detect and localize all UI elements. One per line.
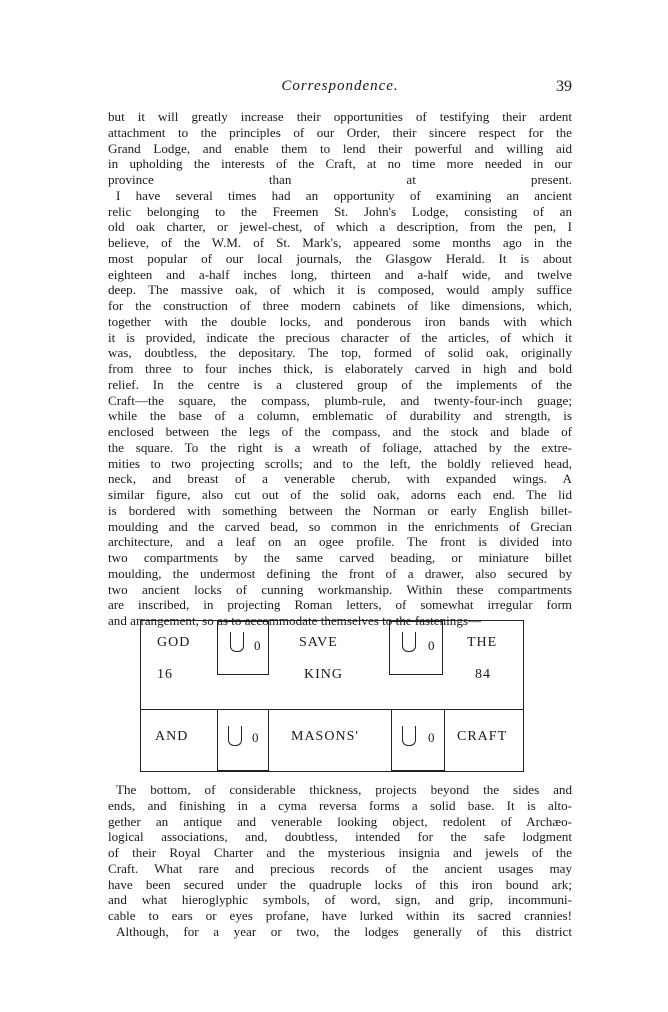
lock-mark: 0 — [254, 638, 261, 653]
text-line: the square. To the right is a wreath of foliage, attached by the extre- — [108, 439, 572, 455]
inscription-word: SAVE — [299, 635, 338, 650]
text-line: relief. In the centre is a clustered group of the implements of the — [108, 376, 572, 392]
text-line: similar figure, also cut out of the solid oak, adorns each end. The lid — [108, 487, 572, 502]
text-line: neck, and breast of a venerable cherub, with expanded wings. A — [108, 471, 572, 487]
inscription-word: CRAFT — [457, 729, 508, 744]
keyhole-icon — [402, 726, 416, 746]
text-line: was, doubtless, the depositary. The top, formed of solid oak, originally — [108, 345, 572, 361]
keyhole-icon — [228, 726, 242, 746]
text-line: and what hieroglyphic symbols, of word, sign, and grip, incommuni- — [108, 892, 572, 908]
text-line: old oak charter, or jewel-chest, of which a description, from the pen, I — [108, 219, 572, 235]
page-number: 39 — [556, 78, 572, 95]
text-line: two compartments by the same carved beading, or miniature billet — [108, 550, 572, 565]
text-line: architecture, and a leaf on an ogee profile. The front is divided into — [108, 534, 572, 550]
text-line: moulding and the carved bead, so common in the enrichments of Grecian — [108, 518, 572, 534]
text-line: is bordered with something between the Norman or early English billet- — [108, 502, 572, 518]
keyhole-icon — [402, 632, 416, 652]
running-title: Correspondence. — [281, 78, 399, 94]
inscription-word: THE — [467, 635, 498, 650]
keyhole-icon — [230, 632, 244, 652]
lock-mark: 0 — [428, 730, 435, 745]
text-line: mities to two projecting scrolls; and to the left, the boldly relieved head, — [108, 455, 572, 471]
text-line: from three to four inches thick, is elaborately carved in high and bold — [108, 361, 572, 376]
inscription-number: 16 — [157, 667, 173, 682]
body-text-upper — [108, 109, 572, 629]
inscription-word: GOD — [157, 635, 191, 650]
text-line: together with the double locks, and ponderous iron bands with which — [108, 313, 572, 329]
text-line: deep. The massive oak, of which it is composed, would amply suffice — [108, 282, 572, 298]
text-line: and arrangement, so as to accommodate themselves to the fastenings— — [108, 613, 482, 628]
text-line: cable to ears or eyes profane, have lurked within its sacred crannies! — [108, 908, 572, 923]
text-line: eighteen and a-half inches long, thirteen and a-half wide, and twelve — [108, 266, 572, 282]
lock-mark: 0 — [252, 730, 259, 745]
text-line: logical associations, and, doubtless, intended for the safe lodgment — [108, 829, 572, 845]
text-line: province than at present. — [108, 172, 572, 187]
text-line: in upholding the interests of the Craft, at no time more needed in our — [108, 156, 572, 172]
inscription-word: KING — [304, 667, 343, 682]
charter-inscription-diagram — [140, 620, 524, 772]
lock-plate — [217, 621, 269, 675]
row-divider — [141, 709, 523, 710]
text-line: while the base of a column, emblematic of durability and strength, is — [108, 408, 572, 424]
text-line: two ancient locks of cunning workmanship. Within these compartments — [108, 581, 572, 597]
text-line: Craft—the square, the compass, plumb-rule, and twenty-four-inch guage; — [108, 392, 572, 408]
text-line: but it will greatly increase their opportunities of testifying their ardent — [108, 109, 572, 124]
text-line: most popular of our local journals, the Glasgow Herald. It is about — [108, 250, 572, 266]
text-line: for the construction of three modern cabinets of like dimensions, which, — [108, 298, 572, 313]
lock-plate — [217, 709, 269, 771]
text-line: of their Royal Charter and the mysterious insignia and jewels of the — [108, 845, 572, 860]
inscription-number: 84 — [475, 667, 491, 682]
text-line: gether an antique and venerable looking object, redolent of Archæo- — [108, 813, 572, 829]
text-line: ends, and finishing in a cyma reversa forms a solid base. It is alto- — [108, 797, 572, 813]
text-line: moulding, the undermost defining the front of a drawer, also secured by — [108, 565, 572, 581]
inscription-word: MASONS' — [291, 729, 359, 744]
lock-plate — [391, 709, 445, 771]
text-line: I have several times had an opportunity of examining an ancient — [116, 187, 572, 203]
text-line: Grand Lodge, and enable them to lend their powerful and willing aid — [108, 140, 572, 156]
text-line: it is provided, indicate the precious character of the articles, of which it — [108, 329, 572, 345]
inscription-word: AND — [155, 729, 189, 744]
text-line: believe, of the W.M. of St. Mark's, appeared some months ago in the — [108, 235, 572, 250]
text-line: Although, for a year or two, the lodges generally of this district — [116, 923, 572, 939]
body-text-lower — [108, 782, 572, 940]
text-line: The bottom, of considerable thickness, projects beyond the sides and — [116, 782, 572, 797]
text-line: are inscribed, in projecting Roman letters, of somewhat irregular form — [108, 597, 572, 613]
text-line: enclosed between the legs of the compass, and the stock and blade of — [108, 424, 572, 439]
text-line: have been secured under the quadruple locks of this iron bound ark; — [108, 876, 572, 892]
lock-mark: 0 — [428, 638, 435, 653]
text-line: relic belonging to the Freemen St. John's Lodge, consisting of an — [108, 203, 572, 219]
text-line: Craft. What rare and precious records of the ancient usages may — [108, 860, 572, 876]
running-header — [108, 78, 572, 102]
lock-plate — [389, 621, 443, 675]
text-line: attachment to the principles of our Order, their sincere respect for the — [108, 124, 572, 140]
